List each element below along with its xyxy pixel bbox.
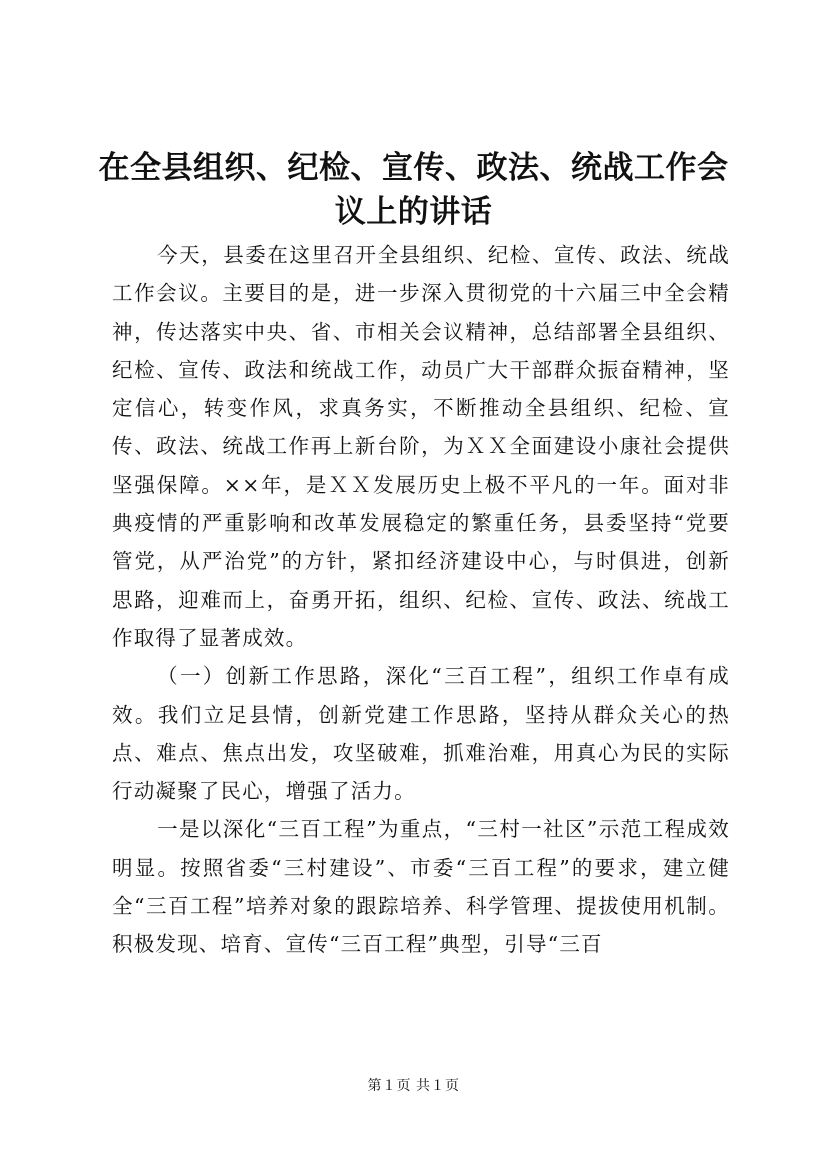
document-title: [90, 146, 737, 234]
paragraph-intro: 今天，县委在这里召开全县组织、纪检、宣传、政法、统战工作会议。主要目的是，进一步深入贯彻党的十六届三中全会精神，传达落实中央、省、市相关会议精神，总结部署全县组织、纪检、宣传、政法和统战工作，动员广大干部群众振奋精神，坚定信心，转变作风，求真务实，不断推动全县组织、纪检、宣传、政法、统战工作再上新台阶，为ＸＸ全面建设小康社会提供坚强保障。××年，是ＸＸ发展历史上极不平凡的一年。面对非典疫情的严重影响和改革发展稳定的繁重任务，县委坚持“党要管党，从严治党”的方针，紧扣经济建设中心，与时俱进，创新思路，迎难而上，奋勇开拓，组织、纪检、宣传、政法、统战工作取得了显著成效。: [112, 243, 730, 650]
title-line-2: 议上的讲话: [334, 194, 493, 230]
paragraph-point-1: 一是以深化“三百工程”为重点，“三村一社区”示范工程成效明显。按照省委“三村建设”、市委“三百工程”的要求，建立健全“三百工程”培养对象的跟踪培养、科学管理、提拔使用机制。积极发现、培育、宣传“三百工程”典型，引导“三百: [112, 817, 730, 957]
title-line-1: 在全县组织、纪检、宣传、政法、统战工作会: [98, 150, 729, 186]
paragraph-section-1: （一）创新工作思路，深化“三百工程”，组织工作卓有成效。我们立足县情，创新党建工作思路，坚持从群众关心的热点、难点、焦点出发，攻坚破难，抓难治难，用真心为民的实际行动凝聚了民心，增强了活力。: [112, 664, 730, 804]
page-footer: 第１页 共１页: [367, 1078, 460, 1094]
document-body: [112, 236, 730, 964]
